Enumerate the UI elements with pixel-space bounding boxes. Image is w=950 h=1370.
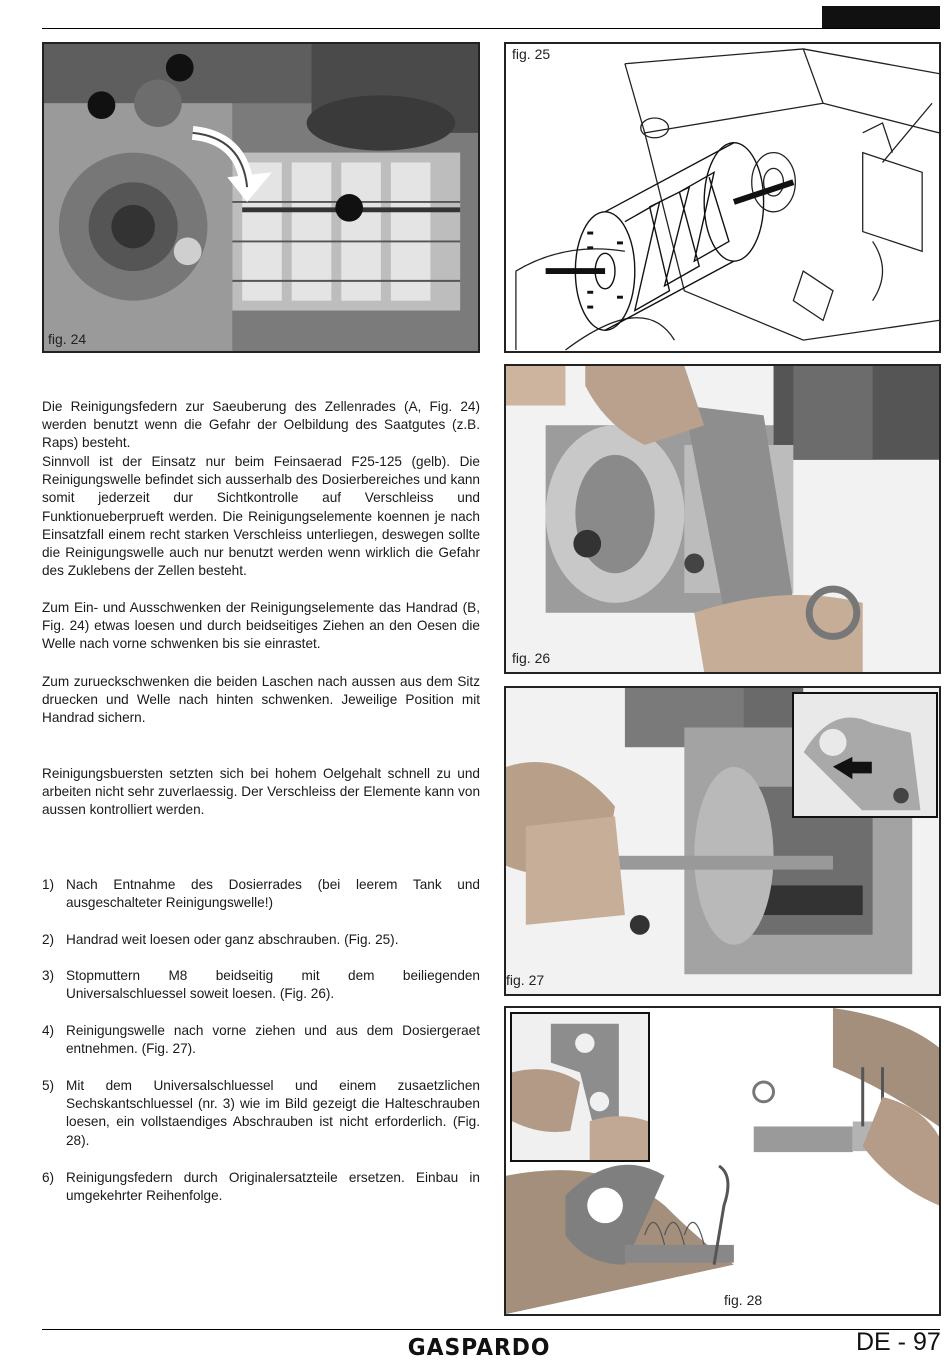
paragraph-2: Sinnvoll ist der Einsatz nur beim Feinsaerad F25-125 (gelb). Die Reinigungswelle befindet sich ausserhalb des Dosierbereiches und kann somit jederzeit dur Sichtkontrolle auf Verschleiss und Funktionueberprueft werden. Die Reinigungselemente koennen je nach Einsatzfall einem recht starken Verschleiss unterliegen, deswegen sollte die Reinigungswelle auch nur benutzt werden wenn wirklich die Gefahr des Zuklebens der Zellen besteht.	[42, 454, 480, 579]
step-number: 1)	[42, 877, 55, 892]
paragraph-5: Reinigungsbuersten setzten sich bei hohem Oelgehalt schnell zu und arbeiten nicht sehr zuverlaessig. Der Verschleiss der Elemente kann von aussen kontrolliert werden.	[42, 766, 480, 818]
figure-24-caption: fig. 24	[48, 331, 87, 347]
step-text: Mit dem Universalschluessel und einem zusaetzlichen Sechskantschluessel (nr. 3) wie im Bild gezeigt die Halteschrauben loesen, ein vollstaendiges Abschrauben ist nicht erforderlich. (Fig. 28).	[66, 1078, 480, 1148]
paragraph-1: Die Reinigungsfedern zur Saeuberung des Zellenrades (A, Fig. 24) werden benutzt wenn die Gefahr der Oelbildung des Saatgutes (z.B. Raps) besteht.	[42, 399, 480, 451]
paragraph-3: Zum Ein- und Ausschwenken der Reinigungselemente das Handrad (B, Fig. 24) etwas loesen und durch beidseitiges Ziehen an den Oesen die Welle nach vorne schwenken bis sie einrastet.	[42, 600, 480, 652]
step-text: Handrad weit loesen oder ganz abschrauben. (Fig. 25).	[66, 932, 399, 947]
figure-25-drawing	[504, 42, 941, 353]
list-item	[42, 1077, 480, 1150]
step-number: 6)	[42, 1170, 55, 1185]
page-number: DE - 97	[856, 1328, 941, 1356]
list-item	[42, 1169, 480, 1205]
brand-logo: GASPARDO	[407, 1335, 551, 1361]
header-rule	[42, 28, 940, 29]
list-item	[42, 931, 480, 949]
section-tab	[822, 6, 940, 28]
step-number: 4)	[42, 1023, 55, 1038]
paragraph-4: Zum zurueckschwenken die beiden Laschen nach aussen aus dem Sitz druecken und Welle nach hinten schwenken. Jeweilige Position mit Handrad sichern.	[42, 674, 480, 726]
step-number: 5)	[42, 1078, 55, 1093]
list-item	[42, 1022, 480, 1058]
step-number: 2)	[42, 932, 55, 947]
figure-28-inset	[510, 1012, 650, 1162]
figure-26-photo	[504, 364, 941, 674]
figure-27-photo	[504, 686, 941, 996]
step-text: Reinigungsfedern durch Originalersatzteile ersetzen. Einbau in umgekehrter Reihenfolge.	[66, 1170, 480, 1204]
list-item	[42, 876, 480, 912]
step-text: Nach Entnahme des Dosierrades (bei leerem Tank und ausgeschalteter Reinigungswelle!)	[66, 877, 480, 911]
figure-28-caption: fig. 28	[724, 1292, 763, 1308]
list-item	[42, 967, 480, 1003]
figure-24-photo	[42, 42, 480, 353]
figure-28-photo	[504, 1006, 941, 1316]
step-text: Stopmuttern M8 beidseitig mit dem beiliegenden Universalschluessel soweit loesen. (Fig. 26).	[66, 968, 480, 1002]
figure-26-caption: fig. 26	[512, 650, 551, 666]
step-text: Reinigungswelle nach vorne ziehen und aus dem Dosiergeraet entnehmen. (Fig. 27).	[66, 1023, 480, 1057]
step-number: 3)	[42, 968, 55, 983]
figure-25-caption: fig. 25	[512, 46, 551, 62]
figure-27-caption: fig. 27	[506, 972, 545, 988]
footer-rule	[42, 1329, 940, 1330]
figure-27-inset	[792, 692, 938, 818]
